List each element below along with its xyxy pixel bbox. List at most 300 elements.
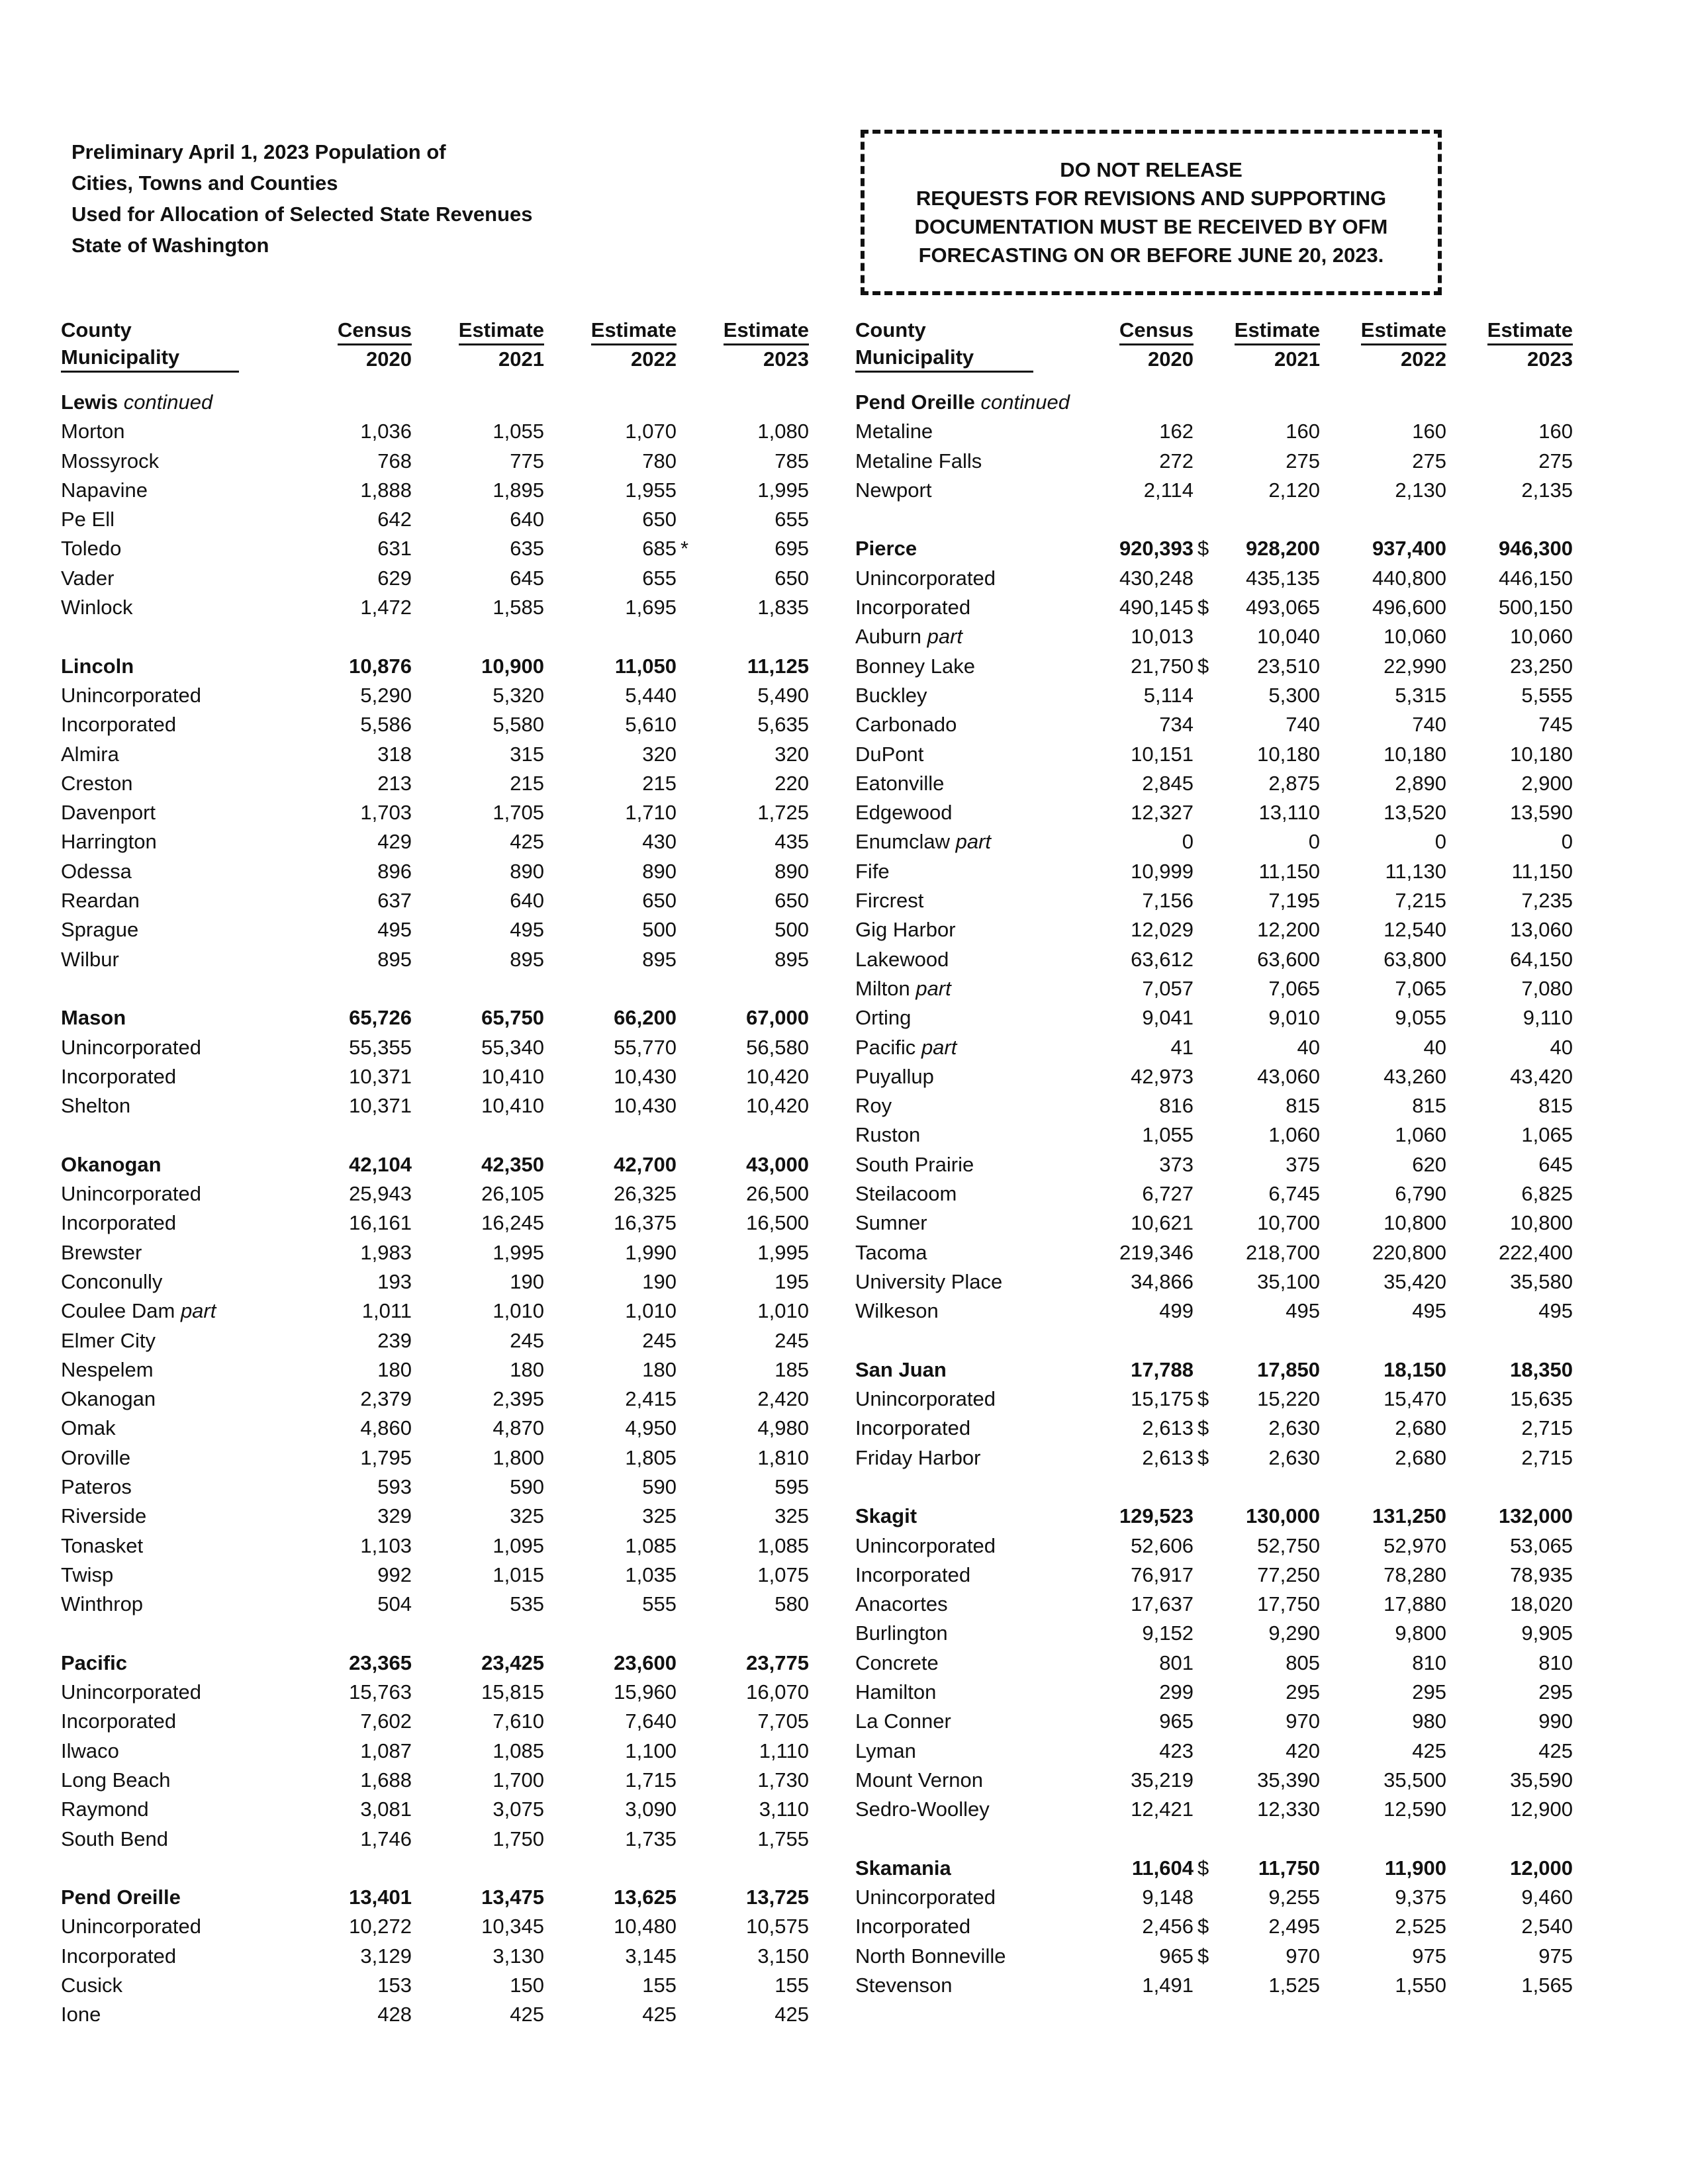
place-name: Winthrop [61, 1592, 144, 1616]
estimate-2023-header: Estimate 2023 [677, 316, 809, 373]
value-cell: 56,580 [746, 1035, 809, 1059]
table-row [61, 1561, 809, 1590]
notice-line-1: DO NOT RELEASE [1060, 158, 1243, 181]
value-cell: 17,750 [1257, 1592, 1320, 1616]
value-cell: 10,420 [746, 1094, 809, 1118]
place-name: Eatonville [855, 771, 945, 795]
value-cell: 2,135 [1521, 478, 1573, 502]
place-name: Tonasket [61, 1533, 144, 1557]
value-cell: 9,800 [1395, 1621, 1446, 1645]
place-name: Brewster [61, 1240, 142, 1264]
table-row [855, 1443, 1573, 1473]
place-name: Stevenson [855, 1974, 953, 1997]
value-cell: 810 [1412, 1651, 1446, 1674]
municipality-header: Municipality [855, 343, 1033, 373]
table-row [61, 534, 809, 563]
row-spacer [61, 1854, 809, 1883]
value-cell: 593 [377, 1475, 412, 1498]
table-row [61, 476, 809, 505]
value-cell: 160 [1286, 420, 1320, 443]
table-row [855, 1737, 1573, 1766]
value-cell: 132,000 [1498, 1504, 1573, 1528]
value-cell: 295 [1286, 1680, 1320, 1704]
value-cell: 2,900 [1521, 771, 1573, 795]
value-cell: 43,000 [746, 1152, 809, 1176]
place-name: Pend Oreille [61, 1886, 181, 1909]
value-cell: 10,430 [614, 1064, 677, 1088]
place-name: Incorporated [855, 1563, 971, 1586]
value-cell: 10,430 [614, 1094, 677, 1118]
table-row [855, 1414, 1573, 1443]
notice-line-3: DOCUMENTATION MUST BE RECEIVED BY OFM [914, 215, 1388, 238]
table-row [61, 1795, 809, 1824]
value-cell: 1,085 [625, 1533, 677, 1557]
footnote-marker: $ [1197, 1387, 1209, 1411]
table-row [61, 886, 809, 915]
value-cell: 15,220 [1257, 1387, 1320, 1411]
title-line-2: Cities, Towns and Counties [71, 171, 338, 195]
value-cell: 496,600 [1372, 596, 1446, 619]
place-name: Incorporated [855, 1416, 971, 1440]
value-cell: 580 [774, 1592, 809, 1616]
value-cell: 12,590 [1383, 1797, 1446, 1821]
value-cell: 425 [642, 2003, 677, 2026]
value-cell: 275 [1538, 449, 1573, 473]
value-cell: 745 [1538, 713, 1573, 737]
table-row [61, 1355, 809, 1385]
value-cell: 15,635 [1510, 1387, 1573, 1411]
table-row [855, 1179, 1573, 1208]
value-cell: 320 [642, 742, 677, 766]
value-cell: 1,010 [492, 1299, 544, 1323]
value-cell: 2,495 [1268, 1915, 1320, 1938]
value-cell: 275 [1286, 449, 1320, 473]
value-cell: 815 [1286, 1094, 1320, 1118]
place-name: La Conner [855, 1709, 951, 1733]
table-row [855, 886, 1573, 915]
value-cell: 52,970 [1383, 1533, 1446, 1557]
value-cell: 9,375 [1395, 1886, 1446, 1909]
value-cell: 446,150 [1498, 566, 1573, 590]
value-cell: 1,983 [360, 1240, 412, 1264]
value-cell: 11,150 [1511, 859, 1573, 883]
value-cell: 5,490 [757, 683, 809, 707]
value-cell: 245 [774, 1328, 809, 1352]
value-cell: 42,350 [481, 1152, 544, 1176]
table-row [855, 827, 1573, 856]
value-cell: 150 [510, 1974, 544, 1997]
name-qualifier: part [955, 830, 992, 854]
value-cell: 10,180 [1257, 742, 1320, 766]
census-2020-header: Census 2020 [279, 316, 412, 373]
value-cell: 5,555 [1521, 683, 1573, 707]
value-cell: 295 [1538, 1680, 1573, 1704]
value-cell: 490,145 $ [1067, 593, 1194, 622]
place-name: North Bonneville [855, 1944, 1006, 1968]
value-cell: 640 [510, 889, 544, 913]
value-cell: 740 [1412, 713, 1446, 737]
table-row [855, 593, 1573, 622]
value-cell: 645 [510, 566, 544, 590]
value-cell: 320 [774, 742, 809, 766]
value-cell: 425 [510, 830, 544, 854]
county-total-row [61, 1003, 809, 1032]
value-cell: 219,346 [1119, 1240, 1194, 1264]
value-cell: 12,330 [1257, 1797, 1320, 1821]
value-cell: 500 [642, 918, 677, 942]
table-row [61, 1443, 809, 1473]
table-row [61, 681, 809, 710]
value-cell: 215 [642, 771, 677, 795]
value-cell: 9,148 [1142, 1886, 1194, 1909]
table-row [855, 1766, 1573, 1795]
place-name: Lincoln [61, 654, 134, 678]
value-cell: 1,103 [360, 1533, 412, 1557]
place-name: Incorporated [61, 1211, 177, 1235]
value-cell: 1,688 [360, 1768, 412, 1792]
value-cell: 155 [642, 1974, 677, 1997]
place-name: Pateros [61, 1475, 132, 1498]
place-name: Sedro-Woolley [855, 1797, 990, 1821]
value-cell: 40 [1550, 1035, 1573, 1059]
value-cell: 650 [774, 566, 809, 590]
value-cell: 7,705 [757, 1709, 809, 1733]
place-name: Cusick [61, 1974, 123, 1997]
value-cell: 7,640 [625, 1709, 677, 1733]
place-name: Vader [61, 566, 115, 590]
value-cell: 18,350 [1510, 1357, 1573, 1381]
value-cell: 9,041 [1142, 1006, 1194, 1030]
value-cell: 635 [510, 537, 544, 561]
place-name: Skagit [855, 1504, 917, 1528]
place-name: Sprague [61, 918, 139, 942]
name-qualifier: continued [123, 390, 213, 414]
value-cell: 7,602 [360, 1709, 412, 1733]
value-cell: 429 [377, 830, 412, 854]
place-name: Unincorporated [61, 1915, 201, 1938]
estimate-2022-header: Estimate 2022 [1320, 316, 1446, 373]
value-cell: 1,550 [1395, 1974, 1446, 1997]
value-cell: 1,703 [360, 801, 412, 825]
value-cell: 1,888 [360, 478, 412, 502]
value-cell: 1,055 [1142, 1123, 1194, 1147]
place-name: Puyallup [855, 1064, 934, 1088]
value-cell: 12,900 [1510, 1797, 1573, 1821]
value-cell: 43,260 [1383, 1064, 1446, 1088]
table-row [855, 1385, 1573, 1414]
value-cell: 10,621 [1131, 1211, 1194, 1235]
value-cell: 7,057 [1142, 976, 1194, 1000]
value-cell: 2,715 [1521, 1416, 1573, 1440]
value-cell: 10,700 [1257, 1211, 1320, 1235]
footnote-marker: $ [1197, 1416, 1209, 1440]
table-row [61, 564, 809, 593]
place-name: Mason [61, 1006, 126, 1030]
place-name: San Juan [855, 1357, 947, 1381]
value-cell: 10,371 [349, 1064, 412, 1088]
value-cell: 734 [1159, 713, 1194, 737]
value-cell: 3,081 [360, 1797, 412, 1821]
place-name: Toledo [61, 537, 122, 561]
place-name: Creston [61, 771, 133, 795]
do-not-release-notice [861, 130, 1442, 295]
row-spacer [855, 505, 1573, 534]
value-cell: 65,750 [481, 1006, 544, 1030]
row-spacer [61, 622, 809, 651]
value-cell: 1,810 [757, 1445, 809, 1469]
place-name: Pierce [855, 537, 917, 561]
value-cell: 928,200 [1245, 537, 1320, 561]
county-total-row [61, 1649, 809, 1678]
value-cell: 895 [510, 947, 544, 971]
place-name: Conconully [61, 1269, 163, 1293]
place-name: Unincorporated [855, 1387, 996, 1411]
value-cell: 1,010 [625, 1299, 677, 1323]
place-name: DuPont [855, 742, 924, 766]
value-cell: 245 [642, 1328, 677, 1352]
table-row [61, 1678, 809, 1707]
value-cell: 970 [1286, 1944, 1320, 1968]
value-cell: 23,425 [481, 1651, 544, 1674]
table-row [855, 857, 1573, 886]
footnote-marker: $ [1197, 1944, 1209, 1968]
table-row [855, 1912, 1573, 1941]
value-cell: 78,935 [1510, 1563, 1573, 1586]
place-name: Coulee Dam part [61, 1299, 216, 1323]
table-row [61, 1590, 809, 1619]
table-row [855, 1707, 1573, 1736]
value-cell: 815 [1538, 1094, 1573, 1118]
value-cell: 329 [377, 1504, 412, 1528]
value-cell: 299 [1159, 1680, 1194, 1704]
value-cell: 2,420 [757, 1387, 809, 1411]
value-cell: 10,420 [746, 1064, 809, 1088]
value-cell: 7,610 [492, 1709, 544, 1733]
table-row [61, 1971, 809, 2000]
right-population-table [855, 316, 1573, 2000]
table-row [855, 447, 1573, 476]
value-cell: 1,070 [625, 420, 677, 443]
table-row [61, 798, 809, 827]
value-cell: 1,730 [757, 1768, 809, 1792]
section-heading [855, 388, 1573, 417]
value-cell: 5,300 [1268, 683, 1320, 707]
place-name: Raymond [61, 1797, 149, 1821]
place-name: Pacific part [855, 1035, 957, 1059]
place-name: Winlock [61, 596, 133, 619]
value-cell: 10,013 [1131, 625, 1194, 649]
value-cell: 890 [774, 859, 809, 883]
name-qualifier: part [921, 1035, 957, 1059]
value-cell: 620 [1412, 1152, 1446, 1176]
value-cell: 495 [1286, 1299, 1320, 1323]
table-row [855, 740, 1573, 769]
value-cell: 3,129 [360, 1944, 412, 1968]
value-cell: 35,580 [1510, 1269, 1573, 1293]
value-cell: 12,200 [1257, 918, 1320, 942]
value-cell: 425 [1538, 1739, 1573, 1762]
value-cell: 595 [774, 1475, 809, 1498]
value-cell: 13,590 [1510, 801, 1573, 825]
county-header: County [855, 318, 926, 341]
value-cell: 5,580 [492, 713, 544, 737]
value-cell: 42,104 [349, 1152, 412, 1176]
value-cell: 13,475 [481, 1886, 544, 1909]
place-name: Incorporated [61, 1064, 177, 1088]
value-cell: 35,219 [1131, 1768, 1194, 1792]
name-qualifier: part [915, 976, 951, 1000]
value-cell: 13,060 [1510, 918, 1573, 942]
value-cell: 3,075 [492, 1797, 544, 1821]
value-cell: 428 [377, 2003, 412, 2026]
place-name: Friday Harbor [855, 1445, 981, 1469]
value-cell: 131,250 [1372, 1504, 1446, 1528]
value-cell: 816 [1159, 1094, 1194, 1118]
value-cell: 645 [1538, 1152, 1573, 1176]
place-name: Buckley [855, 683, 927, 707]
value-cell: 64,150 [1510, 947, 1573, 971]
value-cell: 12,327 [1131, 801, 1194, 825]
value-cell: 9,905 [1521, 1621, 1573, 1645]
footnote-marker: $ [1197, 654, 1209, 678]
value-cell: 801 [1159, 1651, 1194, 1674]
table-row [855, 1678, 1573, 1707]
place-name: Ilwaco [61, 1739, 119, 1762]
value-cell: 655 [642, 566, 677, 590]
place-name: Unincorporated [61, 683, 201, 707]
table-row [855, 1942, 1573, 1971]
county-total-row [855, 1854, 1573, 1883]
value-cell: 1,955 [625, 478, 677, 502]
place-name: Newport [855, 478, 932, 502]
value-cell: 2,114 [1143, 478, 1194, 502]
place-name: South Bend [61, 1827, 169, 1850]
place-name: Unincorporated [61, 1035, 201, 1059]
value-cell: 373 [1159, 1152, 1194, 1176]
value-cell: 10,272 [349, 1915, 412, 1938]
value-cell: 2,613 $ [1067, 1414, 1194, 1443]
value-cell: 130,000 [1245, 1504, 1320, 1528]
table-row [61, 447, 809, 476]
value-cell: 1,995 [757, 478, 809, 502]
value-cell: 500 [774, 918, 809, 942]
table-header [61, 316, 809, 373]
place-name: Mount Vernon [855, 1768, 984, 1792]
value-cell: 975 [1538, 1944, 1573, 1968]
place-name: Napavine [61, 478, 148, 502]
value-cell: 3,150 [757, 1944, 809, 1968]
place-name: Tacoma [855, 1240, 927, 1264]
value-cell: 640 [510, 508, 544, 531]
value-cell: 1,725 [757, 801, 809, 825]
value-cell: 17,880 [1383, 1592, 1446, 1616]
value-cell: 162 [1159, 420, 1194, 443]
value-cell: 7,215 [1395, 889, 1446, 913]
place-name: Unincorporated [855, 1886, 996, 1909]
value-cell: 2,875 [1268, 771, 1320, 795]
place-name: Enumclaw part [855, 830, 992, 854]
value-cell: 980 [1412, 1709, 1446, 1733]
value-cell: 1,995 [757, 1240, 809, 1264]
value-cell: 13,725 [746, 1886, 809, 1909]
table-body [61, 388, 809, 2030]
place-name: Fife [855, 859, 890, 883]
place-name: Almira [61, 742, 119, 766]
value-cell: 975 [1412, 1944, 1446, 1968]
value-cell: 40 [1423, 1035, 1446, 1059]
table-body [855, 388, 1573, 2000]
value-cell: 650 [774, 889, 809, 913]
value-cell: 780 [642, 449, 677, 473]
value-cell: 41 [1170, 1035, 1194, 1059]
value-cell: 5,440 [625, 683, 677, 707]
value-cell: 40 [1297, 1035, 1320, 1059]
table-row [855, 652, 1573, 681]
place-name: Morton [61, 420, 125, 443]
value-cell: 185 [774, 1357, 809, 1381]
value-cell: 2,613 $ [1067, 1443, 1194, 1473]
value-cell: 495 [510, 918, 544, 942]
value-cell: 11,050 [614, 654, 677, 678]
place-name: Unincorporated [855, 566, 996, 590]
value-cell: 43,060 [1257, 1064, 1320, 1088]
place-name: Pend Oreille continued [855, 390, 1070, 414]
value-cell: 10,410 [481, 1064, 544, 1088]
value-cell: 2,130 [1395, 478, 1446, 502]
name-qualifier: continued [980, 390, 1070, 414]
value-cell: 17,850 [1257, 1357, 1320, 1381]
place-name: Concrete [855, 1651, 939, 1674]
value-cell: 35,500 [1383, 1768, 1446, 1792]
value-cell: 1,710 [625, 801, 677, 825]
value-cell: 1,011 [361, 1299, 412, 1323]
county-total-row [855, 1355, 1573, 1385]
value-cell: 67,000 [746, 1006, 809, 1030]
value-cell: 22,990 [1383, 654, 1446, 678]
value-cell: 325 [510, 1504, 544, 1528]
table-row [61, 857, 809, 886]
value-cell: 42,700 [614, 1152, 677, 1176]
place-name: Incorporated [61, 1944, 177, 1968]
value-cell: 190 [510, 1269, 544, 1293]
value-cell: 435,135 [1245, 566, 1320, 590]
place-name: Reardan [61, 889, 140, 913]
table-row [855, 1883, 1573, 1912]
value-cell: 785 [774, 449, 809, 473]
value-cell: 629 [377, 566, 412, 590]
place-name: Metaline Falls [855, 449, 982, 473]
name-qualifier: part [927, 625, 963, 649]
value-cell: 193 [377, 1269, 412, 1293]
value-cell: 129,523 [1119, 1504, 1194, 1528]
value-cell: 965 [1159, 1709, 1194, 1733]
value-cell: 160 [1538, 420, 1573, 443]
footnote-marker: $ [1197, 1856, 1209, 1880]
table-row [855, 1238, 1573, 1267]
value-cell: 1,895 [492, 478, 544, 502]
place-name: Davenport [61, 801, 156, 825]
table-row [61, 769, 809, 798]
table-header [855, 316, 1573, 373]
value-cell: 16,161 [349, 1211, 412, 1235]
county-total-row [61, 1150, 809, 1179]
table-row [61, 1208, 809, 1238]
table-row [855, 1297, 1573, 1326]
place-name: Steilacoom [855, 1182, 957, 1206]
value-cell: 685 * [544, 534, 677, 563]
census-2020-header: Census 2020 [1067, 316, 1194, 373]
value-cell: 52,606 [1131, 1533, 1194, 1557]
